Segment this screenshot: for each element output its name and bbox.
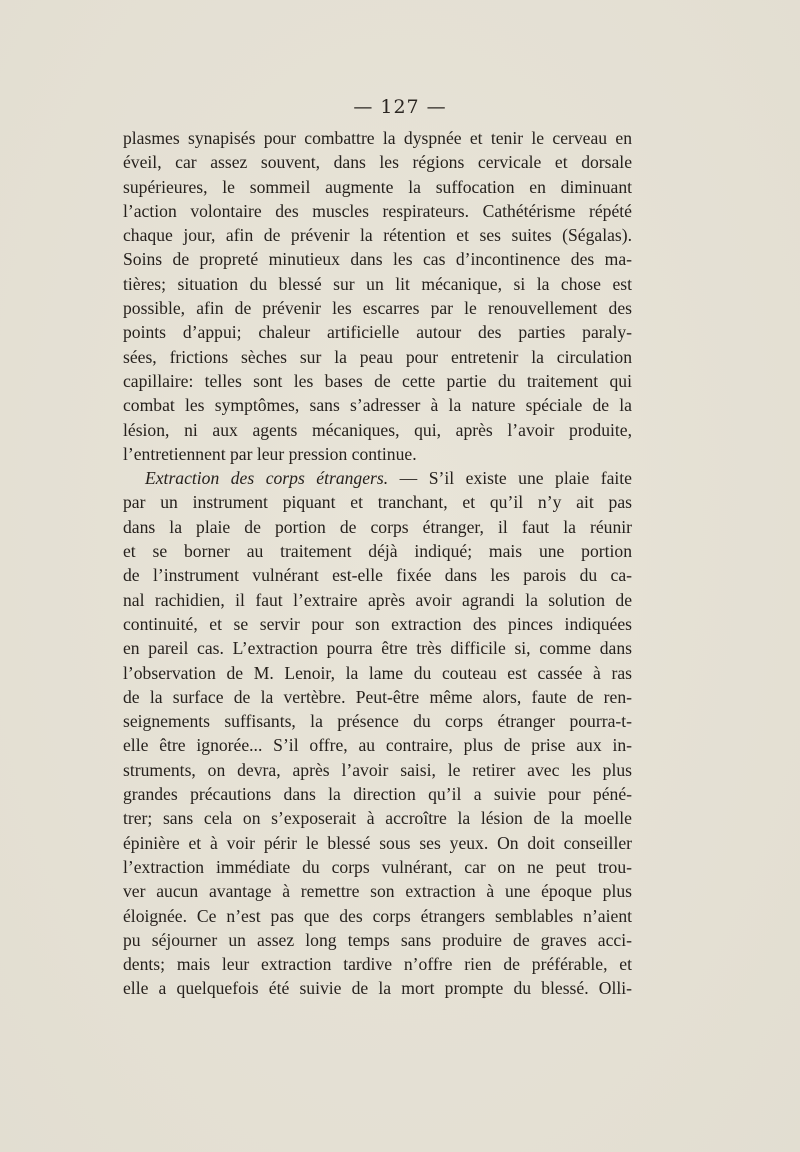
text-line: pu séjourner un assez long temps sans produire de graves acci-: [123, 929, 632, 950]
body-text: [123, 126, 632, 1001]
text-line: possible, afin de prévenir les escarres par le renouvellement des: [123, 298, 632, 319]
text-line: par un instrument piquant et tranchant, et qu’il n’y ait pas: [123, 492, 632, 513]
text-line: combat les symptômes, sans s’adresser à la nature spéciale de la: [123, 395, 632, 416]
text-line: dents; mais leur extraction tardive n’offre rien de préférable, et: [123, 954, 632, 975]
text-line: en pareil cas. L’extraction pourra être très difficile si, comme dans: [123, 638, 632, 659]
text-line: ver aucun avantage à remettre son extraction à une époque plus: [123, 881, 632, 902]
text-line: supérieures, le sommeil augmente la suffocation en diminuant: [123, 176, 632, 197]
page-number: — 127 —: [353, 96, 447, 118]
section-heading-line: [123, 466, 632, 490]
text-line: épinière et à voir périr le blessé sous ses yeux. On doit conseiller: [123, 832, 632, 853]
text-line: et se borner au traitement déjà indiqué; mais une portion: [123, 541, 632, 562]
text-line: nal rachidien, il faut l’extraire après avoir agrandi la solution de: [123, 589, 632, 610]
text-line: elle a quelquefois été suivie de la mort prompte du blessé. Olli-: [123, 978, 632, 999]
text-line: plasmes synapisés pour combattre la dyspnée et tenir le cerveau en: [123, 128, 632, 148]
text-line: l’action volontaire des muscles respirateurs. Cathétérisme répété: [123, 200, 632, 221]
section-title: Extraction des corps étrangers.: [145, 468, 389, 489]
text-line: l’extraction immédiate du corps vulnérant, car on ne peut trou-: [123, 856, 632, 877]
text-line: éloignée. Ce n’est pas que des corps étrangers semblables n’aient: [123, 905, 632, 926]
text-line: tières; situation du blessé sur un lit mécanique, si la chose est: [123, 273, 632, 294]
text-line: continuité, et se servir pour son extraction des pinces indiquées: [123, 613, 632, 634]
text-line: de l’instrument vulnérant est-elle fixée dans les parois du ca-: [123, 565, 632, 586]
text-line: struments, on devra, après l’avoir saisi, le retirer avec les plus: [123, 759, 632, 780]
text-line: elle être ignorée... S’il offre, au contraire, plus de prise aux in-: [123, 735, 632, 756]
text-line: Soins de propreté minutieux dans les cas d’incontinence des ma-: [123, 249, 632, 270]
text-line: éveil, car assez souvent, dans les régions cervicale et dorsale: [123, 152, 632, 173]
text-line: grandes précautions dans la direction qu’il a suivie pour péné-: [123, 784, 632, 805]
text-line: lésion, ni aux agents mécaniques, qui, après l’avoir produite,: [123, 419, 632, 440]
text-line: chaque jour, afin de prévenir la rétention et ses suites (Ségalas).: [123, 225, 632, 246]
text-line: l’observation de M. Lenoir, la lame du couteau est cassée à ras: [123, 662, 632, 683]
paragraph-end-line: l’entretiennent par leur pression continue.: [123, 443, 417, 464]
text-line: seignements suffisants, la présence du corps étranger pourra-t-: [123, 711, 632, 732]
section-first-line-text: — S’il existe une plaie faite: [388, 468, 632, 489]
text-line: capillaire: telles sont les bases de cette partie du traitement qui: [123, 370, 632, 391]
text-line: trer; sans cela on s’exposerait à accroître la lésion de la moelle: [123, 808, 632, 829]
text-line: de la surface de la vertèbre. Peut-être même alors, faute de ren-: [123, 686, 632, 707]
text-line: points d’appui; chaleur artificielle autour des parties paraly-: [123, 322, 632, 343]
text-line: dans la plaie de portion de corps étranger, il faut la réunir: [123, 516, 632, 537]
text-line: sées, frictions sèches sur la peau pour entretenir la circulation: [123, 346, 632, 367]
